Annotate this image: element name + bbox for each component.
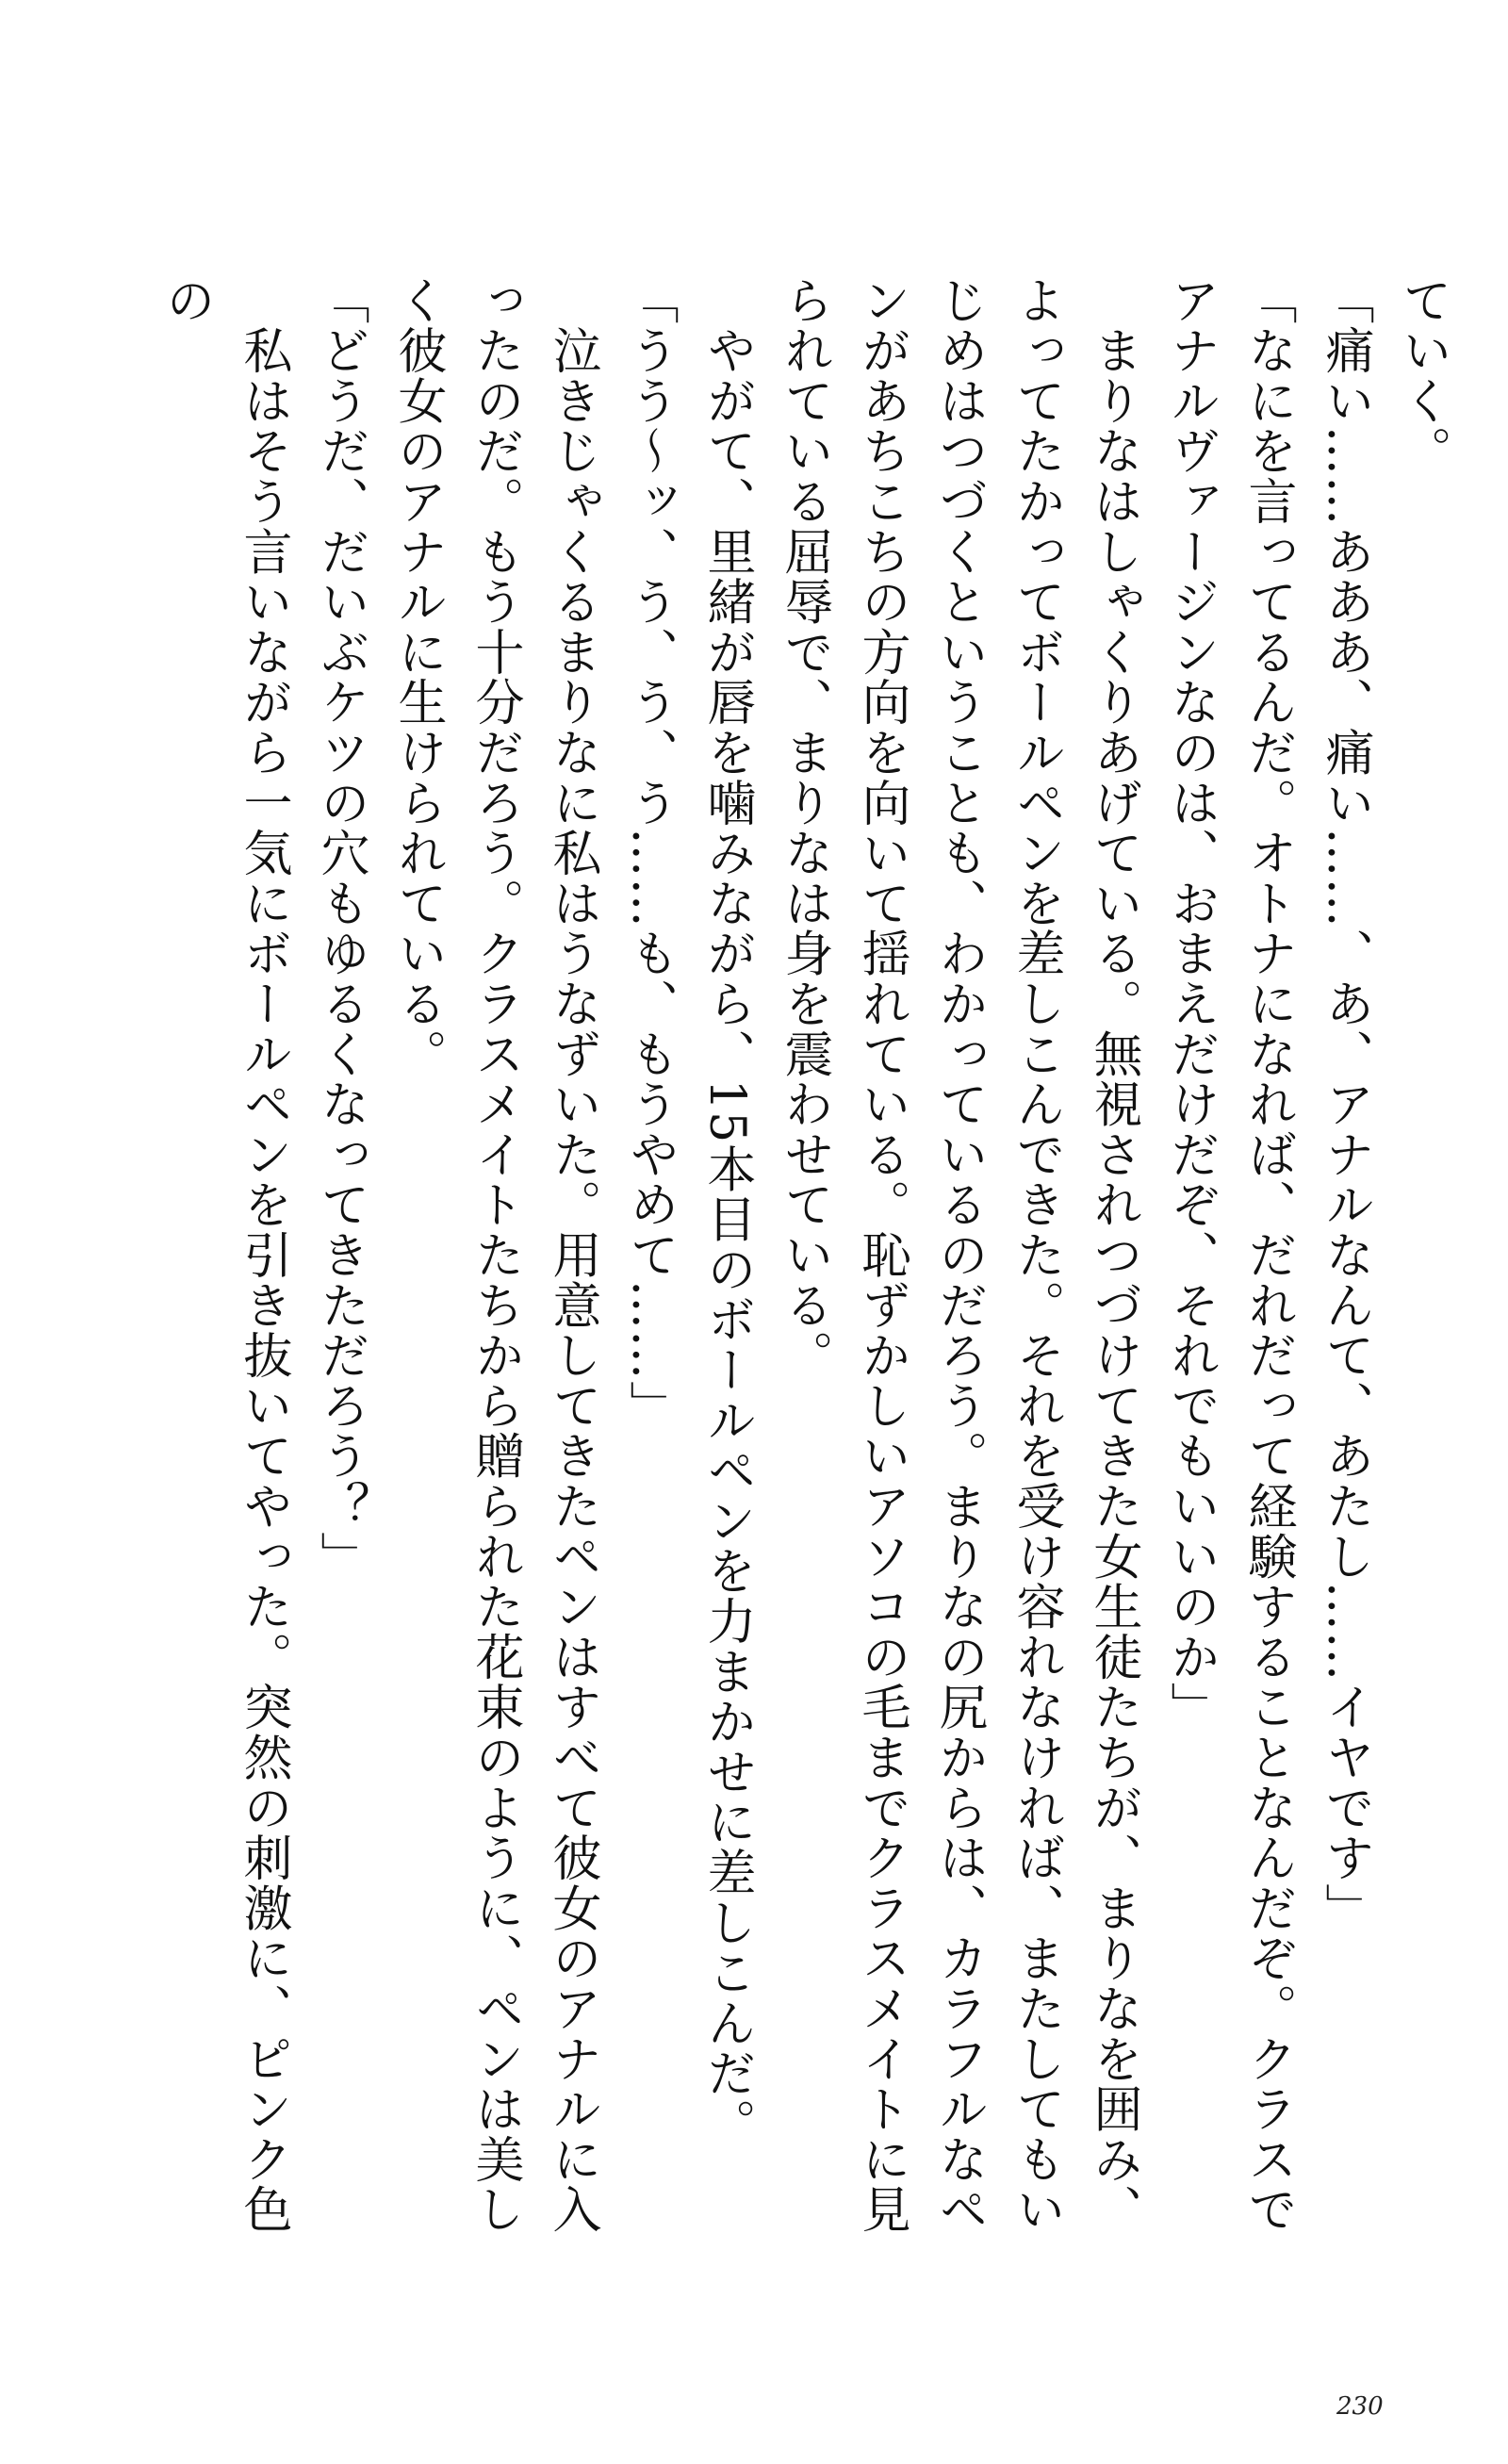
paragraph: 「痛い……あああ、痛い……、あ、アナルなんて、あたし……イヤです」 [1317, 275, 1373, 1933]
paragraph: やがて、里緒が唇を噛みながら、15本目のボールペンを力まかせに差しこんだ。 [698, 275, 755, 2149]
paragraph: 「うう～ッ、う、う、う……も、もうやめて……」 [621, 275, 678, 1431]
paragraph: まりなはしゃくりあげている。無視されつづけてきた女生徒たちが、まりなを囲み、よってたかってボールペンを差しこんできた。それを受け容れなければ、またしてもいじめはつづくということも、わかっているのだろう。まりなの尻からは、カラフルなペンがあちこちの方向を向いて揺れている。恥ずかしいアソコの毛までクラスメイトに見られている屈辱で、まりなは身を震わせている。 [776, 275, 1141, 2235]
body-text [157, 275, 1461, 2255]
page-number: 230 [1336, 2392, 1384, 2421]
paragraph: 私はそう言いながら一気にボールペンを引き抜いてやった。突然の刺激に、ピンク色の [157, 275, 291, 2235]
paragraph: 「なにを言ってるんだ。オトナになれば、だれだって経験することなんだぞ。クラスでアナルヴァージンなのは、おまえだけだぞ、それでもいいのか」 [1162, 275, 1296, 2235]
paragraph: 泣きじゃくるまりなに私はうなずいた。用意してきたペンはすべて彼女のアナルに入ったのだ。もう十分だろう。クラスメイトたちから贈られた花束のように、ペンは美しく彼女のアナルに生けられている。 [389, 275, 600, 2235]
paragraph: ていく。 [1394, 275, 1451, 477]
paragraph: 「どうだ、だいぶケツの穴もゆるくなってきただろう？」 [312, 275, 369, 1582]
